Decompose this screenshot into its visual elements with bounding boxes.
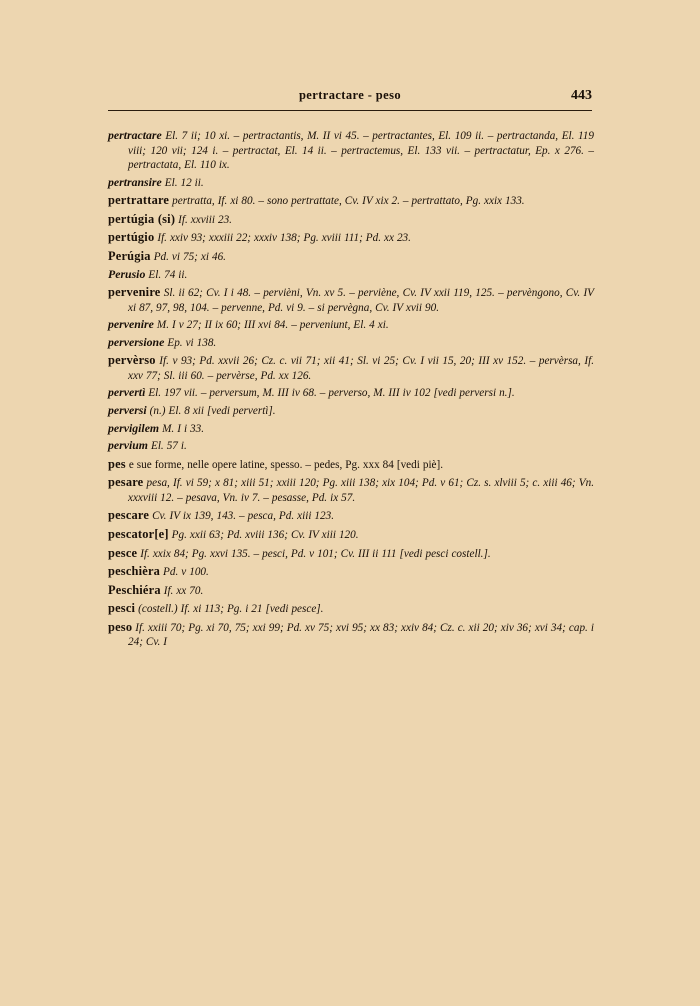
dictionary-entry	[108, 456, 594, 473]
entry-headword: pervigilem	[108, 420, 160, 435]
entry-headword: pervenire	[108, 285, 161, 300]
entry-headword: pesci	[108, 601, 136, 616]
dictionary-entry	[108, 403, 594, 419]
entry-headword: Peschiéra	[108, 582, 161, 597]
entry-headword: pes	[108, 456, 126, 471]
entry-body: (n.) El. 8 xii [vedi pervertì].	[146, 405, 276, 417]
dictionary-entry	[108, 474, 594, 505]
entry-body: Sl. ii 62; Cv. I i 48. – pervièni, Vn. xv 5. – perviène, Cv. IV xxii 119, 125. – pervèngono, Cv. IV xi 87, 97, 98, 104. – pervenne, Pd. vi 9. – si pervègna, Cv. IV xvii 90.	[128, 287, 594, 314]
dictionary-entry	[108, 248, 594, 265]
entry-body: Ep. vi 138.	[164, 336, 217, 349]
dictionary-entry	[108, 600, 594, 617]
entry-body: If. xxiii 70; Pg. xi 70, 75; xxi 99; Pd. xv 75; xvi 95; xx 83; xxiv 84; Cz. c. xii 20; xiv 36; xvi 34; cap. i 24; Cv. I	[128, 621, 594, 649]
entry-body: e sue forme, nelle opere latine, spesso. – pedes, Pg. xxx 84 [vedi piè].	[125, 458, 444, 471]
entry-body: If. v 93; Pd. xxvii 26; Cz. c. vii 71; xii 41; Sl. vi 25; Cv. I vii 15, 20; III xv 152. – pervèrsa, If. xxv 77; Sl. iii 60. – pervèrse, Pd. xx 126.	[128, 355, 594, 382]
running-title: pertractare - peso	[298, 88, 402, 102]
entry-headword: pervenire	[108, 317, 154, 332]
entry-body: (costell.) If. xi 113; Pg. i 21 [vedi pesce].	[135, 603, 324, 616]
entry-headword: peschièra	[108, 564, 161, 579]
dictionary-entry	[108, 385, 594, 401]
dictionary-entry	[108, 526, 594, 543]
dictionary-entry	[108, 128, 594, 173]
dictionary-entry	[108, 317, 594, 333]
entry-body: If. xx 70.	[160, 584, 204, 597]
entry-headword: pertractare	[108, 128, 162, 142]
entry-headword: Perusio	[108, 266, 146, 281]
dictionary-entry	[108, 229, 594, 246]
dictionary-entry	[108, 267, 594, 283]
dictionary-entry	[108, 545, 594, 562]
dictionary-entry	[108, 175, 594, 191]
entry-headword: pervèrso	[108, 353, 156, 368]
dictionary-entry	[108, 211, 594, 228]
entry-body: M. I v 27; II ix 60; III xvi 84. – perveniunt, El. 4 xi.	[153, 319, 389, 332]
entry-headword: pescator[e]	[108, 526, 169, 541]
entry-headword: pescare	[108, 508, 150, 523]
dictionary-entry	[108, 507, 594, 524]
entry-body: El. 12 ii.	[161, 176, 204, 189]
dictionary-entry	[108, 352, 594, 383]
entry-headword: Perúgia	[108, 248, 151, 263]
entry-headword: pertrattare	[108, 193, 170, 208]
entry-list	[108, 128, 594, 652]
entry-body: If. xxix 84; Pg. xxvi 135. – pesci, Pd. v 101; Cv. III ii 111 [vedi pesci costell.].	[137, 547, 491, 560]
entry-body: Pd. v 100.	[160, 566, 209, 579]
entry-body: M. I i 33.	[159, 422, 205, 435]
dictionary-entry	[108, 563, 594, 580]
entry-body: pesa, If. vi 59; x 81; xiii 51; xxiii 120; Pg. xiii 138; xix 104; Pd. v 61; Cz. s. xlviii 5; c. xiii 46; Vn. xxxviii 12. – pesava, Vn. iv 7. – pesasse, Pd. ix 57.	[128, 477, 594, 504]
entry-headword: perversione	[108, 334, 165, 349]
entry-headword: pertúgio	[108, 230, 155, 245]
entry-headword: pervium	[108, 438, 148, 453]
entry-headword: pesce	[108, 545, 138, 560]
entry-body: Cv. IV ix 139, 143. – pesca, Pd. xiii 123.	[149, 510, 334, 523]
dictionary-entry	[108, 619, 594, 650]
entry-body: If. xxviii 23.	[175, 213, 232, 226]
dictionary-entry	[108, 582, 594, 599]
dictionary-entry	[108, 421, 594, 437]
entry-body: El. 197 vii. – perversum, M. III iv 68. – perverso, M. III iv 102 [vedi perversi n.].	[145, 387, 515, 400]
entry-headword: pesare	[108, 475, 144, 490]
entry-body: El. 57 i.	[147, 440, 187, 453]
dictionary-entry	[108, 335, 594, 351]
dictionary-entry	[108, 284, 594, 315]
page-header	[108, 88, 592, 110]
dictionary-entry	[108, 192, 594, 209]
entry-body: If. xxiv 93; xxxiii 22; xxxiv 138; Pg. xviii 111; Pd. xx 23.	[154, 232, 411, 245]
entry-headword: pertúgia (si)	[108, 211, 176, 226]
entry-headword: perversi	[108, 403, 147, 417]
dictionary-entry	[108, 438, 594, 454]
entry-headword: pertransire	[108, 174, 162, 189]
entry-body: pertratta, If. xi 80. – sono pertrattate, Cv. IV xix 2. – pertrattato, Pg. xxix 133.	[169, 195, 525, 208]
entry-headword: pervertì	[108, 385, 146, 400]
header-divider-rule	[108, 110, 592, 111]
entry-body: Pg. xxii 63; Pd. xviii 136; Cv. IV xiii 120.	[168, 528, 359, 541]
entry-body: El. 74 ii.	[145, 268, 188, 281]
entry-body: Pd. vi 75; xi 46.	[150, 250, 226, 263]
page-number: 443	[571, 88, 592, 103]
entry-headword: peso	[108, 619, 133, 634]
entry-body: El. 7 ii; 10 xi. – pertractantis, M. II vi 45. – pertractantes, El. 109 ii. – pertractanda, El. 119 viii; 120 vii; 124 i. – pertractat, El. 14 ii. – pertractemus, El. 133 vii. – pertractatur, Ep. x 276. – pertractata, El. 110 ix.	[128, 130, 594, 172]
